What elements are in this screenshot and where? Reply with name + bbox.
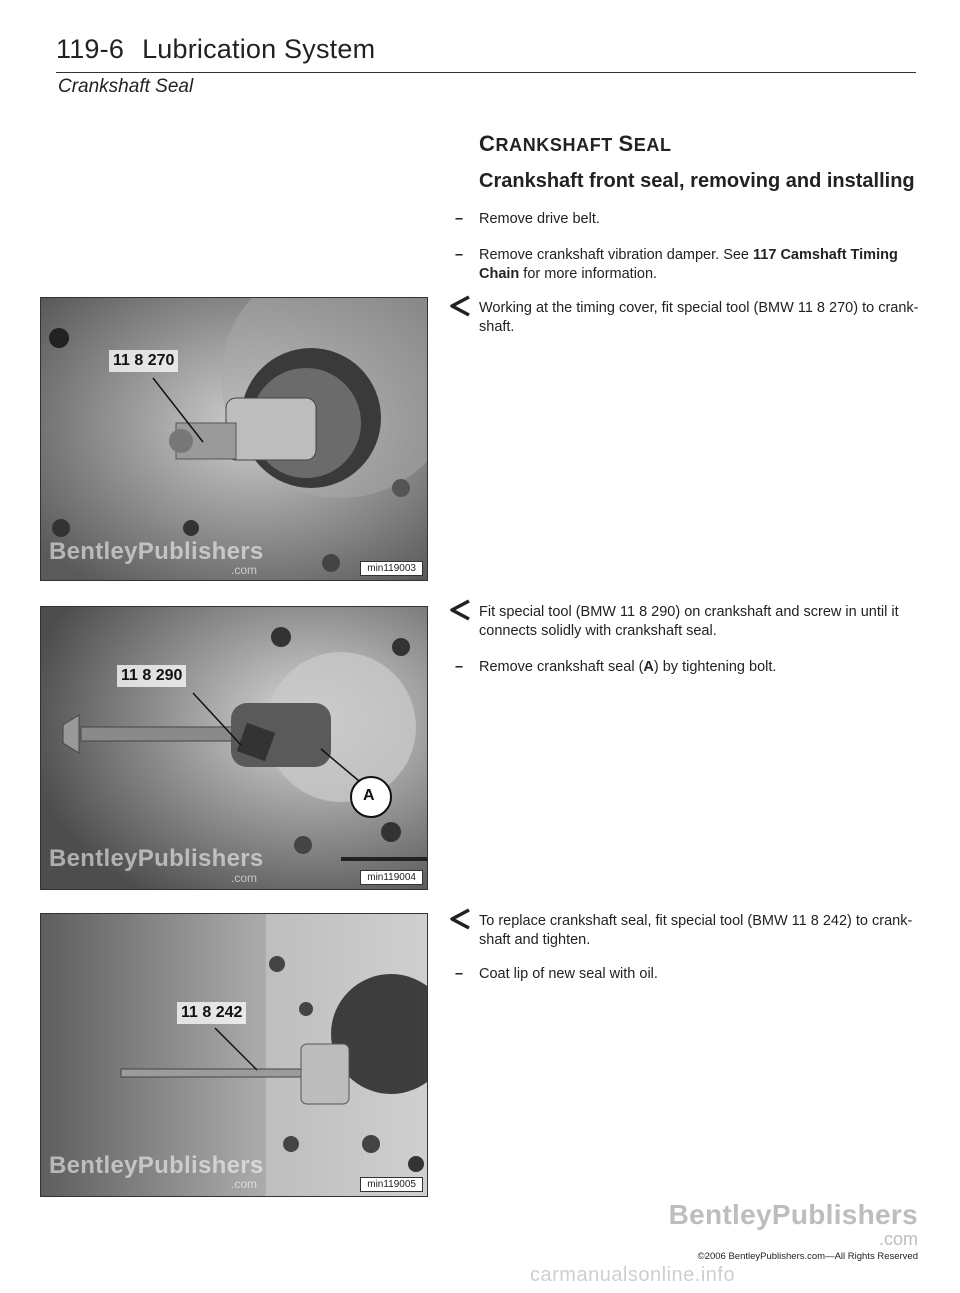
step-remove-belt [454, 210, 919, 229]
tool-callout: 11 8 270 [109, 350, 178, 372]
site-watermark: carmanualsonline.info [530, 1264, 736, 1286]
step-text: Working at the timing cover, fit special tool (BMW 11 8 270) to crank-shaft. [479, 300, 919, 335]
procedure-title: Crankshaft front seal, removing and installing [479, 170, 915, 192]
figure-id: min119004 [360, 870, 423, 885]
watermark: BentleyPublishers [49, 1152, 264, 1179]
watermark: BentleyPublishers [49, 845, 264, 872]
callout-a: A [363, 787, 375, 804]
cross-reference: 117 Camshaft Timing Chain [479, 247, 898, 282]
leader-line [213, 1026, 263, 1076]
section-heading [479, 131, 672, 157]
step-text: Remove drive belt. [479, 211, 600, 227]
watermark: BentleyPublishers [49, 538, 264, 565]
dash-marker: – [454, 659, 464, 675]
page-title [56, 34, 916, 65]
watermark-com: .com [231, 871, 258, 885]
callout-reference: A [643, 659, 654, 675]
step-text: ) by tightening bolt. [653, 659, 777, 675]
leader-line [319, 747, 369, 787]
copyright: ©2006 BentleyPublishers.com—All Rights Reserved [697, 1251, 918, 1262]
watermark-com: .com [231, 563, 258, 577]
watermark-com: .com [231, 1177, 258, 1191]
section-subtitle: Crankshaft Seal [58, 76, 194, 97]
step-text: Remove crankshaft seal ( [479, 659, 644, 675]
page-number: 119-6 [56, 34, 125, 64]
figure-pointer-icon [447, 597, 473, 623]
heading-initial-2: S [618, 131, 634, 156]
publisher-logo [669, 1200, 918, 1262]
step-remove-damper [454, 246, 919, 284]
figure-pointer-icon [447, 906, 473, 932]
heading-rest-2: EAL [633, 135, 672, 155]
chapter-title: Lubrication System [142, 34, 376, 64]
step-fit-tool-242 [479, 912, 919, 950]
leader-line [191, 691, 251, 751]
leader-line [151, 376, 211, 446]
figure-tool-242 [40, 913, 428, 1197]
heading-rest: RANKSHAFT [495, 135, 619, 155]
step-fit-tool-270 [479, 299, 919, 337]
publisher-brand: BentleyPublishers [668, 1199, 918, 1230]
publisher-com: .com [878, 1229, 918, 1249]
tool-callout: 11 8 290 [117, 665, 186, 687]
dash-marker: – [454, 247, 464, 263]
step-text: Remove crankshaft vibration damper. See [479, 247, 754, 263]
step-text: for more information. [519, 266, 658, 282]
dash-marker: – [454, 966, 464, 982]
step-coat-lip [454, 965, 919, 984]
figure-tool-290 [40, 606, 428, 890]
step-remove-seal [454, 658, 919, 677]
figure-pointer-icon [447, 293, 473, 319]
step-text: To replace crankshaft seal, fit special tool (BMW 11 8 242) to crank-shaft and tighten. [479, 913, 913, 948]
tool-callout: 11 8 242 [177, 1002, 246, 1024]
page-header [56, 34, 916, 65]
header-rule [56, 72, 916, 73]
figure-id: min119003 [360, 561, 423, 576]
step-fit-tool-290 [479, 603, 919, 641]
step-text: Fit special tool (BMW 11 8 290) on crankshaft and screw in until it connects solidly with crankshaft seal. [479, 604, 899, 639]
figure-tool-270 [40, 297, 428, 581]
heading-initial: C [479, 131, 496, 156]
figure-id: min119005 [360, 1177, 423, 1192]
step-text: Coat lip of new seal with oil. [479, 966, 658, 982]
dash-marker: – [454, 211, 464, 227]
